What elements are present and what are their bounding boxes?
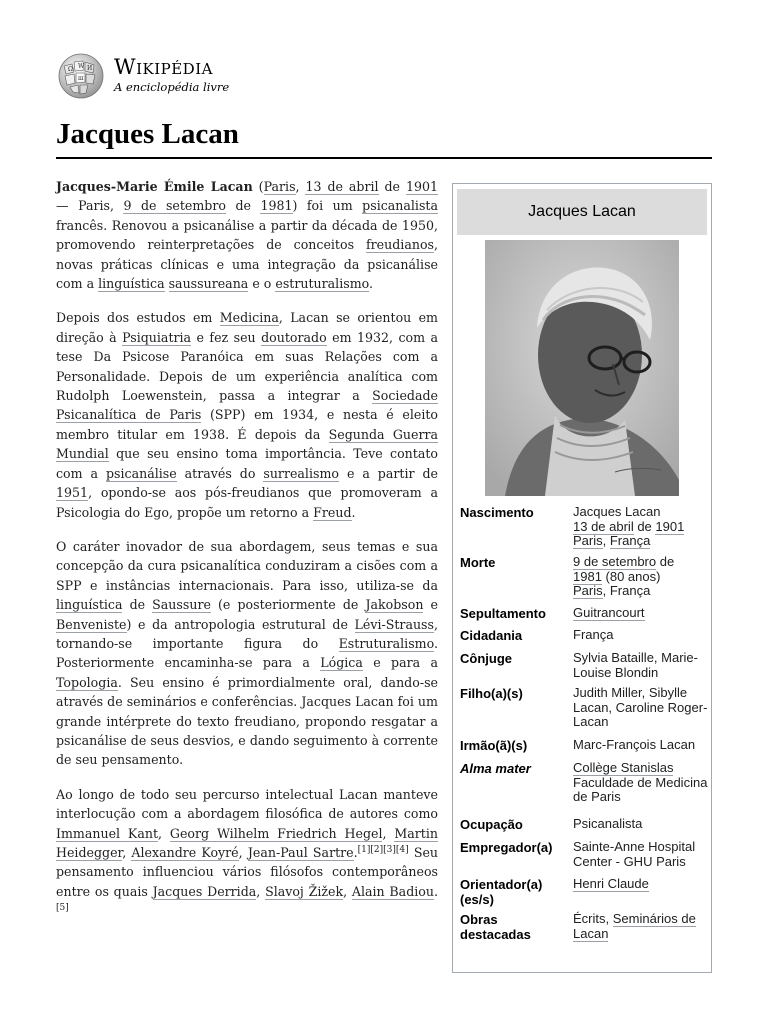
article-body [56, 177, 438, 936]
text-run: e [423, 597, 438, 613]
infobox-value [573, 761, 709, 805]
text-run: de [633, 518, 656, 534]
text-run: . [433, 883, 438, 899]
wikipedia-globe-icon [56, 52, 106, 100]
text-run: ( [252, 179, 264, 194]
wiki-link[interactable]: surrealismo [263, 465, 339, 481]
text-run: que seu ensino toma importância. Teve contato com a [56, 446, 438, 481]
text-run: Seu pensamento influenciou vários filósofos contemporâneos entre os quais [56, 845, 439, 899]
svg-text:Ω: Ω [68, 66, 73, 73]
text-run: — Paris, [56, 198, 124, 214]
text-run: , [158, 825, 170, 841]
text-run: , opondo-se aos pós-freudianos que promoveram a Psicologia do Ego, propõe um retorno a [56, 485, 438, 520]
text-run: , [343, 883, 352, 899]
infobox-value [573, 877, 709, 892]
wiki-link[interactable]: Jean-Paul Sartre [247, 845, 354, 860]
infobox-label: Empregador(a) [460, 840, 553, 855]
infobox-label: Morte [460, 555, 496, 570]
page-title: Jacques Lacan [56, 118, 239, 150]
infobox-title: Jacques Lacan [457, 189, 707, 235]
portrait-image[interactable] [485, 240, 679, 496]
wiki-link[interactable]: Freud [313, 504, 352, 520]
wiki-link[interactable]: Topologia [56, 674, 118, 690]
wiki-link[interactable]: Jacques Derrida [152, 883, 257, 899]
wiki-link[interactable]: saussureana [168, 276, 249, 292]
infobox-value [573, 738, 709, 753]
text-run: Écrits, [573, 911, 613, 926]
wiki-link[interactable]: Lógica [320, 655, 363, 671]
infobox-value [573, 912, 709, 941]
wiki-link[interactable]: Lévi-Strauss [354, 616, 434, 632]
wiki-link[interactable]: 1981 [260, 198, 293, 214]
wiki-link[interactable]: Benveniste [56, 616, 127, 632]
infobox-value [573, 628, 709, 643]
text-run: França [573, 627, 614, 642]
text-run: (e posteriormente de [210, 597, 366, 613]
wikipedia-tagline: A enciclopédia livre [114, 80, 230, 94]
infobox-label: Cidadania [460, 628, 523, 643]
wiki-link[interactable]: Seminários de Lacan [573, 911, 696, 941]
text-run: . [353, 845, 358, 860]
wiki-link[interactable]: Georg Wilhelm Friedrich Hegel [169, 825, 383, 841]
text-run [165, 276, 169, 291]
text-run: , [602, 533, 610, 548]
article-paragraph [56, 308, 438, 521]
wiki-link[interactable]: psicanalista [362, 198, 438, 214]
wiki-link[interactable]: Saussure [152, 597, 211, 613]
wiki-link[interactable]: linguística [56, 597, 123, 613]
infobox-value [573, 840, 709, 869]
wiki-link[interactable]: Alain Badiou [351, 883, 434, 899]
wiki-link[interactable]: 9 de setembro [123, 198, 226, 214]
wiki-link[interactable]: 1951 [56, 485, 89, 501]
text-run: , [382, 825, 395, 841]
wiki-link[interactable]: 13 de abril [305, 179, 379, 194]
wiki-link[interactable]: 1901 [655, 518, 685, 534]
wiki-link[interactable]: 9 de setembro [573, 554, 657, 569]
wiki-link[interactable]: Slavoj Žižek [265, 883, 344, 899]
wiki-link[interactable]: Martin Heidegger [56, 825, 438, 860]
infobox-value [573, 606, 709, 621]
text-run: , [295, 179, 306, 194]
text-run: de [225, 198, 261, 214]
wiki-link[interactable]: Segunda Guerra Mundial [56, 426, 438, 462]
subject-name: Jacques-Marie Émile Lacan [56, 179, 253, 194]
text-run: . Posteriormente encaminha-se para a [56, 635, 438, 671]
infobox-label: Alma mater [460, 761, 531, 776]
text-run: ) e da antropologia estrutural de [126, 616, 355, 632]
wiki-link[interactable]: Medicina [219, 310, 279, 326]
wiki-link[interactable]: Collège Stanislas [573, 760, 674, 775]
wiki-link[interactable]: Estruturalismo [338, 635, 434, 651]
text-run: Sainte-Anne Hospital Center - GHU Paris [573, 839, 696, 869]
text-run: Depois dos estudos em [56, 310, 220, 326]
infobox-label: Orientador(a) (es/s) [460, 877, 543, 907]
wiki-link[interactable]: 13 de abril [573, 518, 634, 534]
infobox-label: Cônjuge [460, 651, 512, 666]
article-paragraph [56, 537, 438, 770]
text-run: através do [176, 465, 264, 481]
svg-text:W: W [78, 63, 85, 70]
infobox-value [573, 555, 709, 599]
wiki-link[interactable]: 1901 [405, 179, 438, 194]
wiki-link[interactable]: freudianos [365, 237, 434, 253]
wiki-link[interactable]: Alexandre Koyré [131, 845, 239, 860]
wikipedia-wordmark: Wikipédia [114, 55, 213, 79]
text-run: e o [248, 276, 276, 292]
text-run: Sylvia Bataille, Marie-Louise Blondin [573, 650, 698, 680]
text-run: Psicanalista [573, 816, 643, 831]
svg-text:ш: ш [78, 75, 84, 82]
article-paragraph [56, 177, 438, 293]
text-run: e para a [362, 655, 439, 671]
text-run: Judith Miller, Sibylle Lacan, Caroline Roger-Lacan [573, 685, 708, 729]
text-run: , novas práticas clínicas e uma integração da psicanálise com a [56, 237, 438, 292]
text-run: (SPP) em 1934, e nesta é eleito membro titular em 1938. É depois da [56, 407, 438, 442]
wiki-link[interactable]: Jakobson [365, 597, 424, 613]
wiki-link[interactable]: Sociedade Psicanalítica de Paris [56, 388, 438, 423]
title-divider [56, 157, 712, 159]
wiki-link[interactable]: Paris [573, 583, 603, 598]
text-run: , França [602, 583, 651, 598]
text-run: de [378, 179, 406, 194]
text-run: , tornando-se importante figura do [56, 616, 438, 651]
text-run: em 1932, com a tese Da Psicose Paranóica em suas Relações com a Personalidade. Depois de um experiência analítica com Rudolph Loewenstein, passa a integrar a [56, 329, 438, 404]
text-run: , Lacan se orientou em direção à [56, 310, 438, 345]
text-run: francês. Renovou a psicanálise a partir da década de 1950, promovendo reinterpretações de conceitos [56, 217, 438, 253]
infobox-value [573, 651, 709, 680]
svg-text:И: И [87, 65, 93, 72]
infobox [452, 183, 712, 973]
wiki-link[interactable]: Immanuel Kant [56, 825, 159, 841]
infobox-label: Nascimento [460, 505, 534, 520]
text-run: , [238, 845, 248, 860]
article-paragraph [56, 785, 438, 921]
infobox-value [573, 505, 709, 549]
wiki-link[interactable]: Paris [573, 533, 603, 548]
text-run: de [122, 597, 153, 613]
text-run: Marc-François Lacan [573, 737, 696, 752]
text-run: Faculdade de Medicina de Paris [573, 774, 708, 804]
wiki-link[interactable]: Henri Claude [573, 876, 649, 891]
infobox-label: Sepultamento [460, 606, 546, 621]
wiki-link[interactable]: 1981 [573, 568, 602, 584]
text-run: . [369, 276, 374, 292]
infobox-label: Obras destacadas [460, 912, 531, 942]
text-run: , [122, 845, 132, 860]
text-run: e fez seu [191, 329, 262, 345]
wiki-link[interactable]: doutorado [261, 329, 327, 345]
infobox-label: Ocupação [460, 817, 523, 832]
text-run: Ao longo de todo seu percurso intelectual Lacan manteve interlocução com a abordagem filosófica de autores como [56, 786, 438, 822]
wiki-link[interactable]: Psiquiatria [122, 329, 192, 345]
citation-ref[interactable]: [5] [56, 903, 69, 914]
citation-ref[interactable]: [1][2][3][4] [357, 844, 409, 855]
wiki-link[interactable]: psicanálise [106, 465, 177, 481]
infobox-label: Irmão(ã)(s) [460, 738, 528, 753]
text-run: ) foi um [292, 198, 363, 214]
text-run: , [256, 883, 266, 899]
wiki-link[interactable]: França [609, 533, 651, 548]
text-run: de [656, 554, 675, 569]
wiki-link[interactable]: estruturalismo [275, 276, 370, 292]
wiki-link[interactable]: linguística [98, 276, 165, 292]
wiki-link[interactable]: Guitrancourt [573, 605, 645, 620]
text-run: Jacques Lacan [573, 504, 661, 519]
text-run: e a partir de [338, 465, 438, 481]
infobox-value [573, 817, 709, 832]
infobox-value [573, 686, 709, 730]
infobox-label: Filho(a)(s) [460, 686, 523, 701]
text-run: . [351, 504, 356, 520]
text-run: O caráter inovador de sua abordagem, seus temas e sua concepção da cura psicanalítica conduziram a cisões com a SPP e instâncias internacionais. Para isso, utiliza-se da [56, 538, 438, 593]
text-run: (80 anos) [601, 568, 661, 584]
text-run: . Seu ensino é primordialmente oral, dando-se através de seminários e conferências. Jacques Lacan foi um grande intérprete do texto freudiano, propondo resgatar a psicanálise de seus desvios, e dando seguimento à corrente de seu pensamento. [56, 674, 438, 768]
wiki-link[interactable]: Paris [263, 179, 296, 194]
